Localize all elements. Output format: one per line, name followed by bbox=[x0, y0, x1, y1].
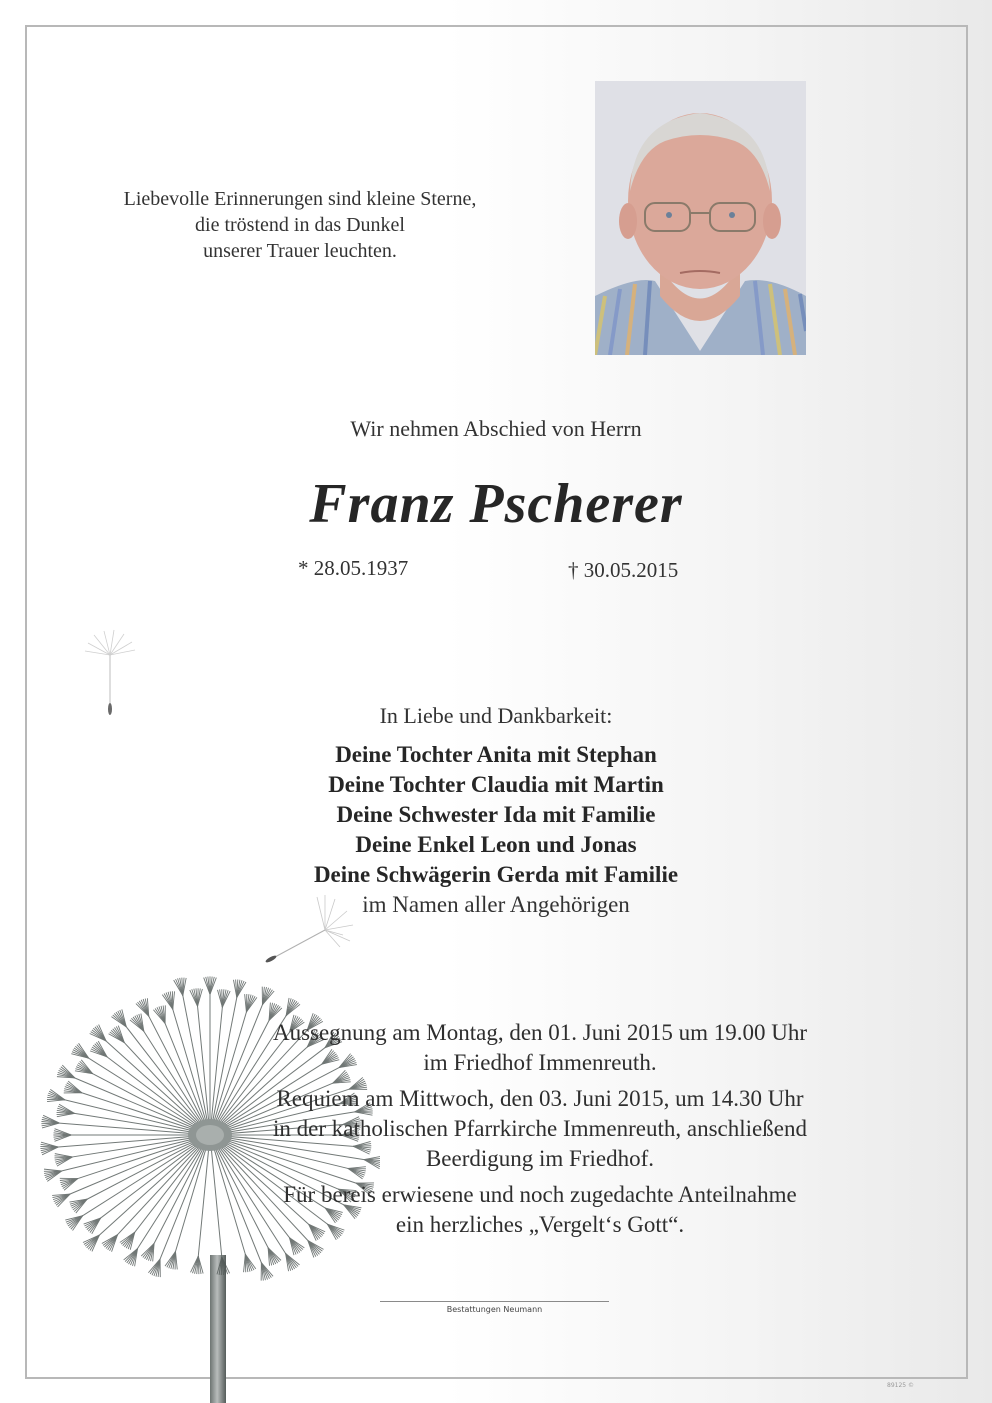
thanks-info bbox=[175, 1180, 905, 1240]
mourner-entry: Deine Tochter Anita mit Stephan bbox=[335, 742, 657, 767]
death-date: † 30.05.2015 bbox=[568, 558, 679, 582]
quote-line: Liebevolle Erinnerungen sind kleine Sterne, bbox=[123, 188, 477, 210]
ceremony-details bbox=[175, 1018, 905, 1246]
requiem-line: Beerdigung im Friedhof. bbox=[425, 1146, 655, 1171]
mourner-entry: Deine Schwester Ida mit Familie bbox=[336, 802, 656, 827]
memorial-quote bbox=[80, 186, 520, 264]
quote-line: die tröstend in das Dunkel bbox=[195, 214, 405, 236]
mourner-entry: Deine Tochter Claudia mit Martin bbox=[328, 772, 664, 797]
mourner-entry: Deine Schwägerin Gerda mit Familie bbox=[313, 862, 679, 887]
portrait-photo bbox=[595, 81, 806, 355]
footer-code: 89125 © bbox=[887, 1382, 914, 1389]
mourners-closing: im Namen aller Angehörigen bbox=[362, 892, 630, 917]
funeral-home-signature: Bestattungen Neumann bbox=[446, 1305, 543, 1314]
signature-divider bbox=[380, 1301, 609, 1302]
requiem-line: in der katholischen Pfarrkirche Immenreuth, anschließend bbox=[273, 1116, 807, 1141]
thanks-line: Für bereis erwiesene und noch zugedachte Anteilnahme bbox=[283, 1182, 797, 1207]
requiem-line: Requiem am Mittwoch, den 03. Juni 2015, um 14.30 Uhr bbox=[276, 1086, 804, 1111]
birth-date: * 28.05.1937 bbox=[298, 556, 409, 580]
requiem-info bbox=[175, 1084, 905, 1174]
mourners-list bbox=[0, 740, 992, 920]
deceased-name: Franz Pscherer bbox=[309, 473, 683, 535]
quote-line: unserer Trauer leuchten. bbox=[203, 240, 397, 262]
blessing-info bbox=[175, 1018, 905, 1078]
thanks-line: ein herzliches „Vergelt‘s Gott“. bbox=[395, 1212, 685, 1237]
mourners-label: In Liebe und Dankbarkeit: bbox=[379, 703, 613, 728]
blessing-line: im Friedhof Immenreuth. bbox=[423, 1050, 657, 1075]
blessing-line: Aussegnung am Montag, den 01. Juni 2015 um 19.00 Uhr bbox=[272, 1020, 808, 1045]
farewell-intro: Wir nehmen Abschied von Herrn bbox=[350, 416, 642, 441]
mourner-entry: Deine Enkel Leon und Jonas bbox=[355, 832, 637, 857]
